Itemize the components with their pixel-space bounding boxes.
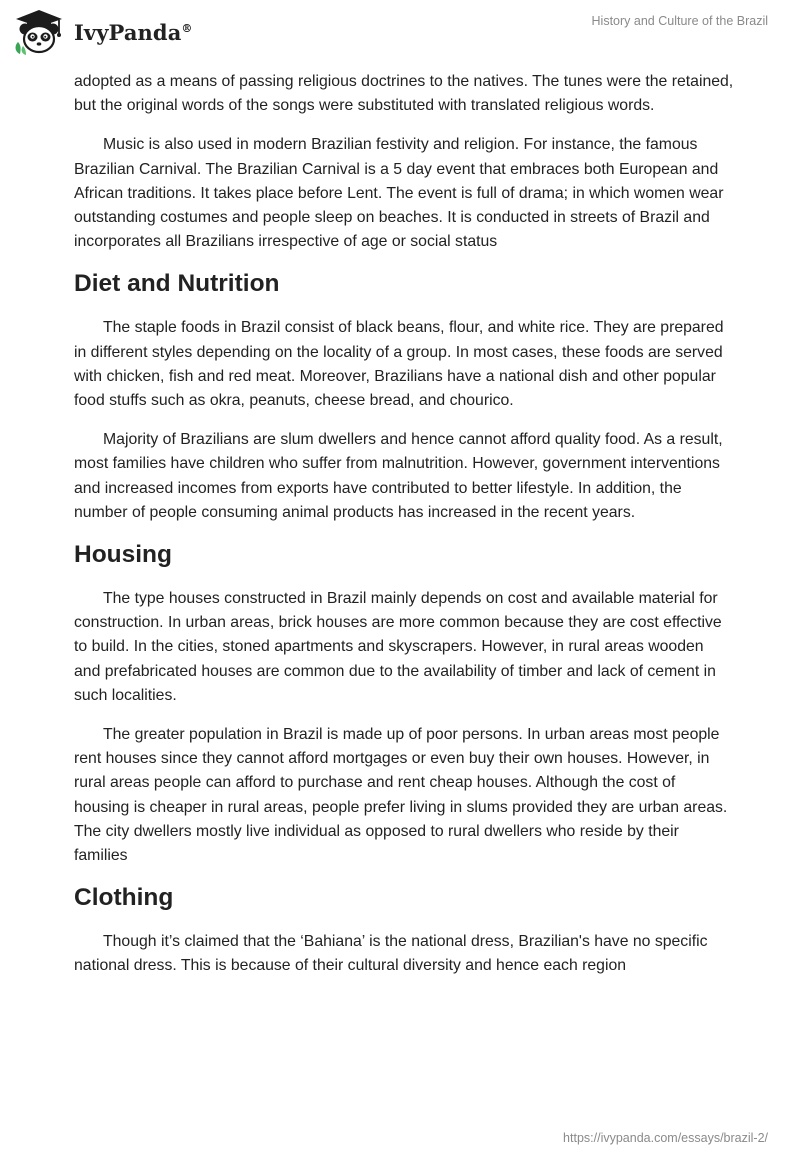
page-header <box>0 0 800 70</box>
paragraph-clothing-1: Though it’s claimed that the ‘Bahiana’ is the national dress, Brazilian's have no specific national dress. This is because of their cultural diversity and hence each region <box>74 933 708 975</box>
paragraph-diet-1: The staple foods in Brazil consist of black beans, flour, and white rice. They are prepared in different styles depending on the locality of a group. In most cases, these foods are served with chicken, fish and red meat. Moreover, Brazilians have a national dish and other popular food stuffs such as okra, peanuts, cheese bread, and chourico. <box>74 319 724 410</box>
paragraph-intro: adopted as a means of passing religious doctrines to the natives. The tunes were the retained, but the original words of the songs were substituted with translated religious words. <box>74 73 734 115</box>
paragraph-music: Music is also used in modern Brazilian festivity and religion. For instance, the famous Brazilian Carnival. The Brazilian Carnival is a 5 day event that embraces both European and African traditions. It takes place before Lent. The event is full of drama; in which women wear outstanding costumes and people sleep on beaches. It is conducted in streets of Brazil and incorporates all Brazilians irrespective of age or social status <box>74 136 724 251</box>
paragraph-housing-1: The type houses constructed in Brazil mainly depends on cost and available material for construction. In urban areas, brick houses are more common because they are cost effective to build. In the cities, stoned apartments and skyscrapers. However, in rural areas wooden and prefabricated houses are common due to the availability of timber and lack of cement in such localities. <box>74 590 722 704</box>
essay-content <box>74 70 734 994</box>
heading-housing: Housing <box>74 541 172 569</box>
heading-clothing: Clothing <box>74 884 174 912</box>
source-url-link[interactable]: https://ivypanda.com/essays/brazil-2/ <box>563 1131 768 1145</box>
logo-wordmark: IvyPanda® <box>74 19 193 45</box>
heading-diet-and-nutrition: Diet and Nutrition <box>74 270 280 298</box>
ivypanda-logo[interactable] <box>14 8 193 56</box>
paragraph-housing-2: The greater population in Brazil is made up of poor persons. In urban areas most people rent houses since they cannot afford mortgages or even buy their own houses. However, in rural areas people can afford to purchase and rent cheap houses. Although the cost of housing is cheaper in rural areas, people prefer living in slums provided they are urban areas. The city dwellers mostly live individual as opposed to rural dwellers who reside by their families <box>74 726 728 865</box>
document-title: History and Culture of the Brazil <box>591 14 768 28</box>
panda-graduation-icon <box>14 8 64 56</box>
paragraph-diet-2: Majority of Brazilians are slum dwellers and hence cannot afford quality food. As a result, most families have children who suffer from malnutrition. However, government interventions and increased incomes from exports have contributed to better lifestyle. In addition, the number of people consuming animal products has increased in the recent years. <box>74 431 723 521</box>
